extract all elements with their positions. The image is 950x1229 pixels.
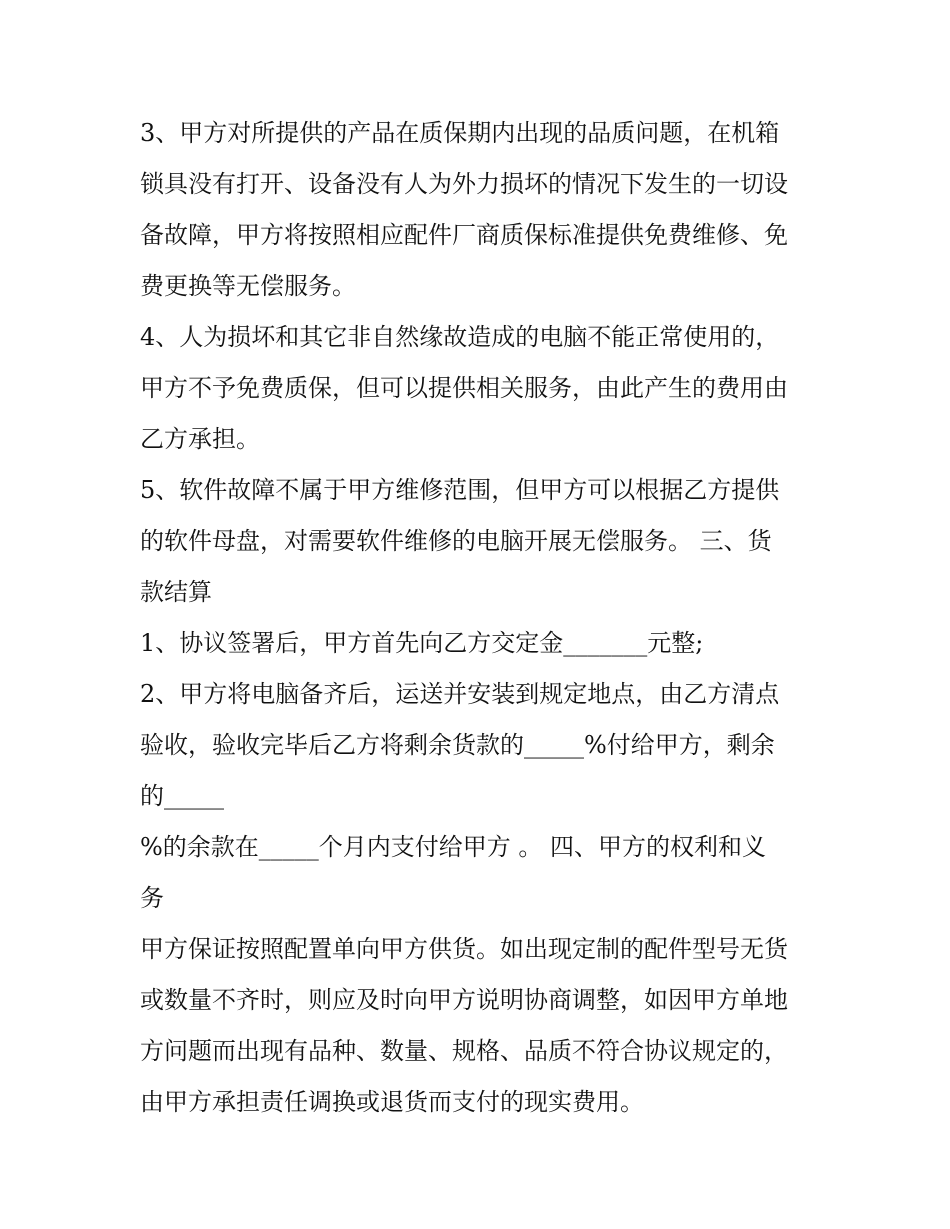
text-line: 验收，验收完毕后乙方将剩余货款的_____%付给甲方，剩余 (140, 731, 775, 759)
text-line: 的软件母盘，对需要软件维修的电脑开展无偿服务。 三、货 (140, 527, 772, 555)
text-line: 由甲方承担责任调换或退货而支付的现实费用。 (140, 1088, 644, 1116)
text-line: 甲方不予免费质保，但可以提供相关服务，由此产生的费用由 (140, 374, 788, 402)
text-line: 费更换等无偿服务。 (140, 272, 356, 300)
text-line: 甲方保证按照配置单向甲方供货。如出现定制的配件型号无货 (140, 935, 788, 963)
text-line: 备故障，甲方将按照相应配件厂商质保标准提供免费维修、免 (140, 221, 788, 249)
text-line: 的_____ (140, 782, 224, 810)
text-line: 务 (140, 884, 164, 912)
text-line: %的余款在_____个月内支付给甲方 。 四、甲方的权利和义 (140, 833, 767, 861)
text-line: 3、甲方对所提供的产品在质保期内出现的品质问题，在机箱 (140, 119, 780, 147)
document-body (140, 108, 820, 1128)
text-line: 4、人为损坏和其它非自然缘故造成的电脑不能正常使用的， (140, 323, 780, 351)
text-line: 或数量不齐时，则应及时向甲方说明协商调整，如因甲方单地 (140, 986, 788, 1014)
text-line: 款结算 (140, 578, 212, 606)
text-line: 方问题而出现有品种、数量、规格、品质不符合协议规定的， (140, 1037, 788, 1065)
text-line: 乙方承担。 (140, 425, 260, 453)
text-line: 1、协议签署后，甲方首先向乙方交定金_______元整; (140, 629, 704, 657)
text-line: 锁具没有打开、设备没有人为外力损坏的情况下发生的一切设 (140, 170, 788, 198)
text-line: 5、软件故障不属于甲方维修范围，但甲方可以根据乙方提供 (140, 476, 780, 504)
text-line: 2、甲方将电脑备齐后，运送并安装到规定地点，由乙方清点 (140, 680, 780, 708)
